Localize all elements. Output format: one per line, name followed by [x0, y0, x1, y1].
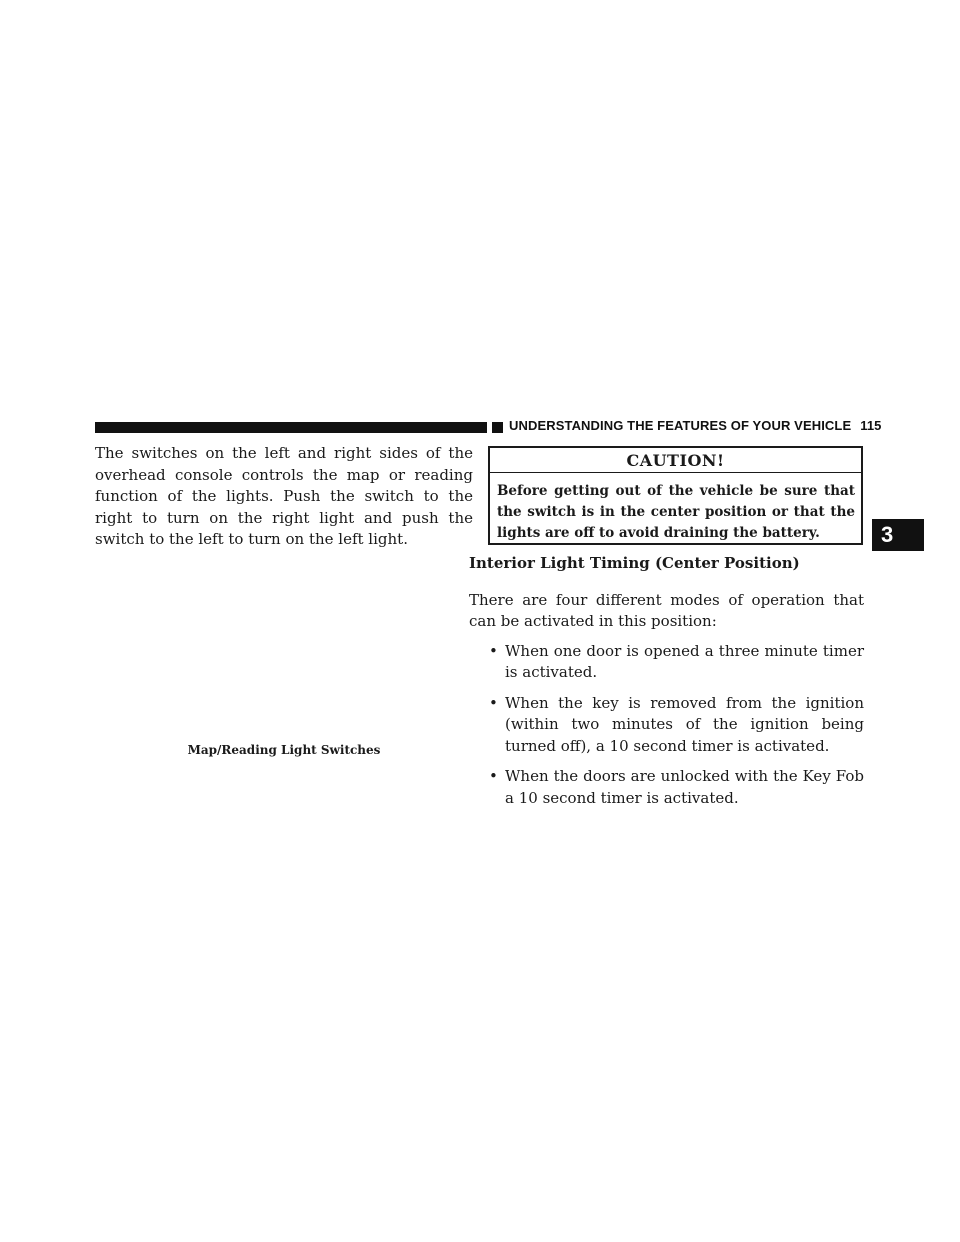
list-item: [469, 766, 864, 809]
caution-box: [488, 446, 863, 545]
map-light-paragraph: The switches on the left and right sides of the overhead console controls the map or reading function of the lights. Push the switch to the right to turn on the right light and push the switch to the left to turn on the left light.: [95, 444, 473, 548]
header-square-marker: [492, 422, 503, 433]
caution-title: CAUTION!: [490, 448, 861, 473]
right-column: [469, 550, 864, 818]
header-rule: [95, 422, 487, 433]
bullet-icon: •: [489, 767, 498, 785]
modes-list: [469, 641, 864, 810]
chapter-tab: 3: [872, 519, 924, 551]
chapter-title: UNDERSTANDING THE FEATURES OF YOUR VEHICLE: [509, 418, 852, 433]
list-item-text: When one door is opened a three minute timer is activated.: [505, 641, 864, 681]
list-item-text: When the key is removed from the ignition (within two minutes of the ignition being turned off), a 10 second timer is activated.: [505, 693, 864, 755]
figure-caption: Map/Reading Light Switches: [187, 743, 381, 757]
list-item: [469, 693, 864, 758]
list-item: [469, 641, 864, 684]
caution-body: Before getting out of the vehicle be sure that the switch is in the center position or that the lights are off to avoid draining the battery.: [497, 483, 855, 541]
section-heading: Interior Light Timing (Center Position): [469, 554, 800, 572]
bullet-icon: •: [489, 641, 498, 660]
figure-placeholder: [95, 545, 473, 735]
running-header: [509, 418, 882, 433]
page-number: 115: [860, 418, 882, 433]
bullet-icon: •: [489, 693, 498, 712]
list-item-text: When the doors are unlocked with the Key Fob a 10 second timer is activated.: [505, 767, 864, 807]
modes-intro-paragraph: There are four different modes of operation that can be activated in this position:: [469, 590, 864, 630]
